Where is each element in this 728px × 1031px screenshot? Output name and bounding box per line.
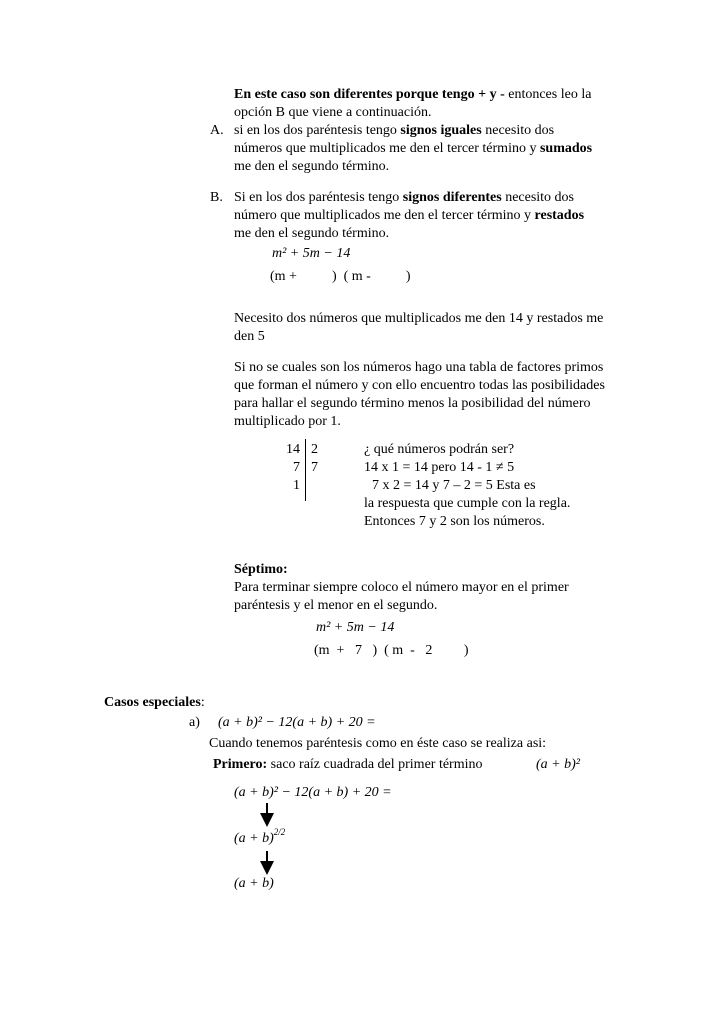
septimo-title: Séptimo: [234, 562, 288, 577]
paragraph-2-line-1: Si no se cuales son los números hago una tabla de factores primos [234, 360, 604, 375]
option-b-line-3: me den el segundo término. [234, 226, 390, 241]
paragraph-1-line-1: Necesito dos números que multiplicados me den 14 y restados me [234, 311, 604, 326]
special-line-1: Cuando tenemos paréntesis como en éste caso se realiza asi: [209, 736, 547, 751]
paragraph-2-line-3: para hallar el segundo término menos la posibilidad del número [234, 396, 591, 411]
factor-note-2: 14 x 1 = 14 pero 14 - 1 ≠ 5 [364, 460, 515, 475]
factor-right-1: 2 [311, 442, 318, 457]
factor-left-3: 1 [293, 478, 300, 493]
special-cases-heading: Casos especiales: [104, 695, 205, 710]
arrow-1-shaft [266, 803, 268, 813]
paragraph-2-line-4: multiplicado por 1. [234, 414, 341, 429]
factor-right-2: 7 [311, 460, 318, 475]
special-step-1: $(a + b)^{2/2}$ [234, 827, 286, 846]
expression-1-bottom: (m + ) ( m - ) [270, 269, 411, 284]
expression-1-top: m² + 5m − 14 [272, 246, 351, 261]
septimo-line-2: paréntesis y el menor en el segundo. [234, 598, 438, 613]
septimo-line-1: Para terminar siempre coloco el número mayor en el primer [234, 580, 569, 595]
option-b-line-2: número que multiplicados me den el tercer término y restados [234, 208, 585, 223]
special-item-a-marker: a) [189, 715, 200, 730]
arrow-down-icon [260, 813, 274, 827]
factor-note-5: Entonces 7 y 2 son los números. [364, 514, 545, 529]
intro-line-2: opción B que viene a continuación. [234, 105, 432, 120]
option-b-line-1: Si en los dos paréntesis tengo signos diferentes necesito dos [234, 190, 575, 205]
intro-line-1 [234, 86, 591, 104]
paragraph-1-line-2: den 5 [234, 329, 265, 344]
special-primero-line: Primero: saco raíz cuadrada del primer término [213, 757, 483, 772]
option-a-line-1: si en los dos paréntesis tengo signos iguales necesito dos [234, 123, 555, 138]
option-a-line-2: números que multiplicados me den el tercer término y sumados [234, 141, 593, 156]
arrow-2-shaft [266, 851, 268, 861]
expression-2-bottom: (m + 7 ) ( m - 2 ) [314, 643, 469, 658]
factor-table-divider [305, 439, 306, 501]
factor-left-1: 14 [286, 442, 300, 457]
factor-note-4: la respuesta que cumple con la regla. [364, 496, 571, 511]
arrow-down-icon [260, 861, 274, 875]
intro-bold: En este caso son diferentes porque tengo + y - [234, 87, 505, 102]
factor-note-3: 7 x 2 = 14 y 7 – 2 = 5 Esta es [372, 478, 536, 493]
option-b-marker: B. [210, 190, 223, 205]
intro-rest: entonces leo la [504, 87, 592, 102]
special-equation-2: (a + b)² − 12(a + b) + 20 = [234, 785, 392, 800]
special-equation: (a + b)² − 12(a + b) + 20 = [218, 715, 376, 730]
option-a-line-3: me den el segundo término. [234, 159, 390, 174]
special-primero-expression: (a + b)² [536, 757, 580, 772]
expression-2-top: m² + 5m − 14 [316, 620, 395, 635]
special-step-2: (a + b) [234, 876, 274, 891]
factor-left-2: 7 [293, 460, 300, 475]
factor-note-1: ¿ qué números podrán ser? [364, 442, 515, 457]
paragraph-2-line-2: que forman el número y con ello encuentro todas las posibilidades [234, 378, 605, 393]
option-a-marker: A. [210, 123, 224, 138]
